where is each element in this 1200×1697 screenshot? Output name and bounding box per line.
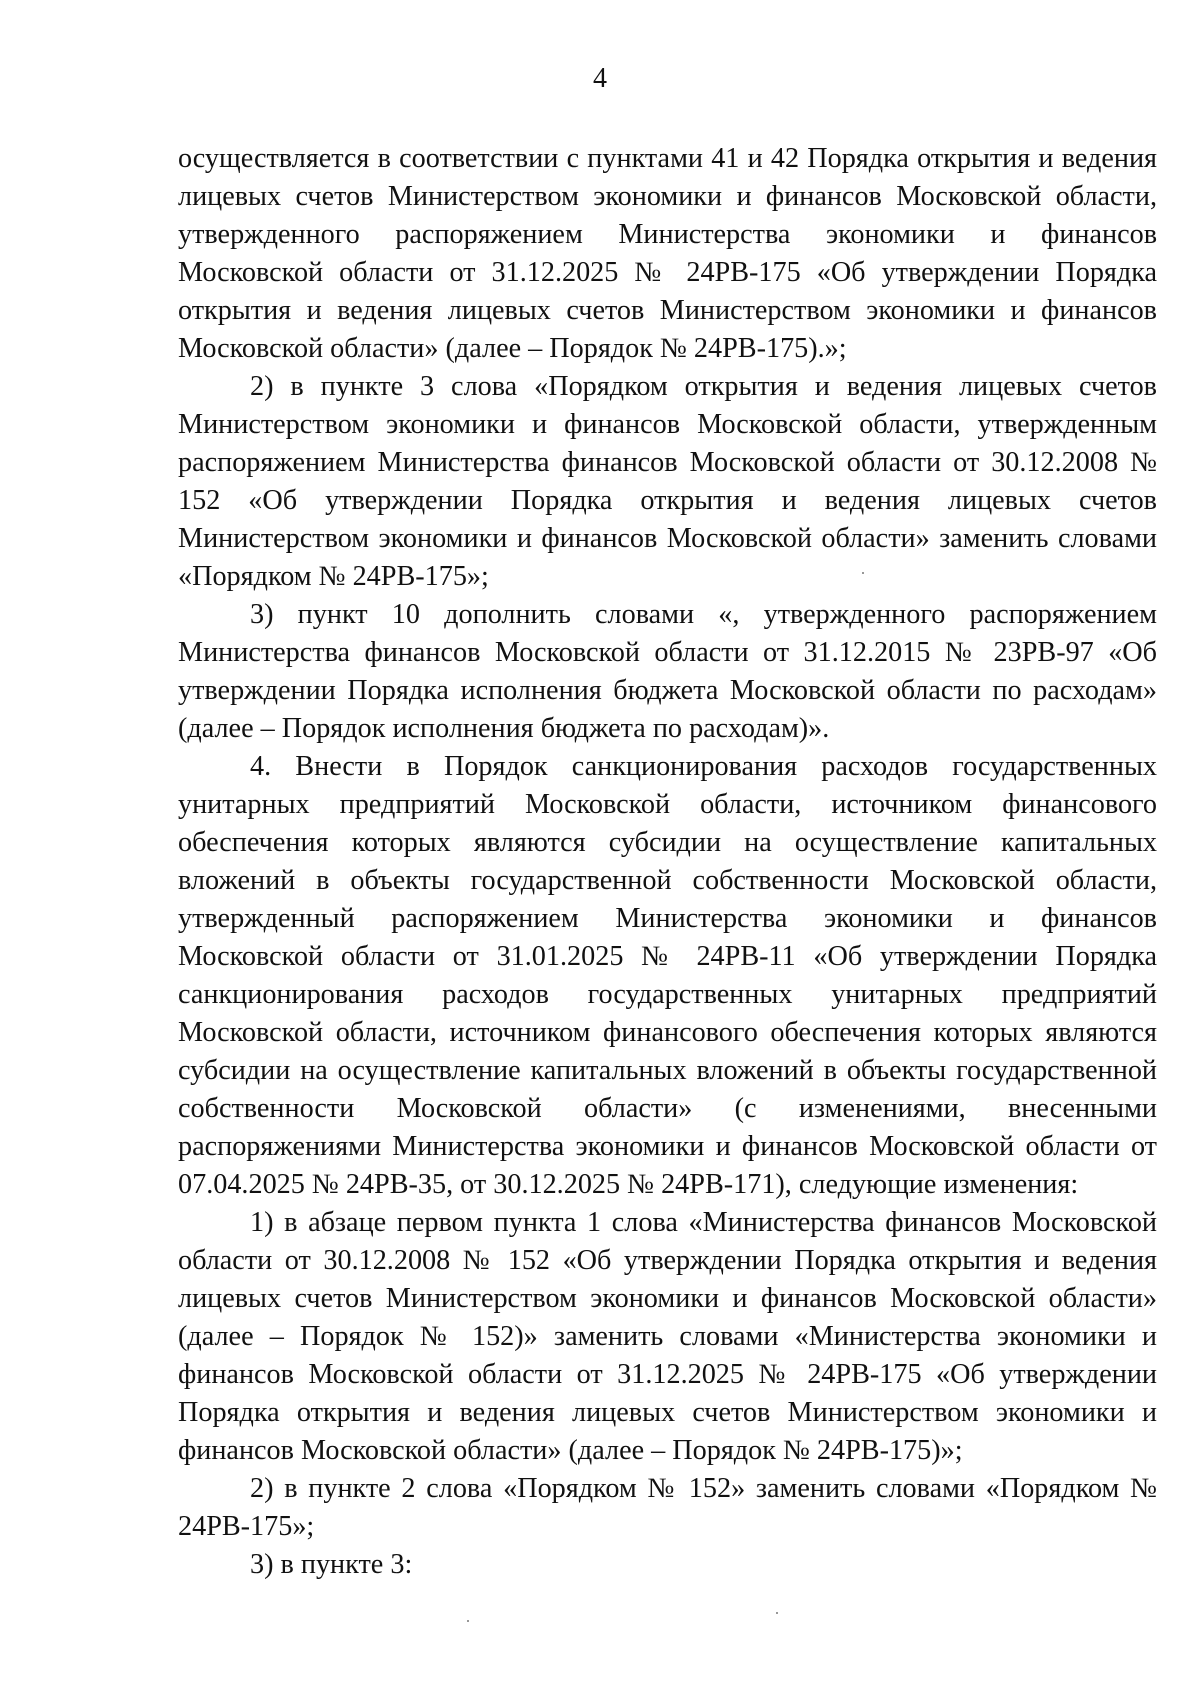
paragraph-item-3: 3) пункт 10 дополнить словами «, утвержденного распоряжением Министерства финансов Московской области от 31.12.2015 № 23РВ-97 «Об утверждении Порядка исполнения бюджета Московской области по расходам» (далее – Порядок исполнения бюджета по расходам)». xyxy=(178,599,1157,744)
document-body xyxy=(178,140,1157,1584)
scan-speck xyxy=(776,1612,778,1614)
paragraph-subitem-1: 1) в абзаце первом пункта 1 слова «Министерства финансов Московской области от 30.12.2008 № 152 «Об утверждении Порядка открытия и ведения лицевых счетов Министерством экономики и финансов Московской области» (далее – Порядок № 152)» заменить словами «Министерства экономики и финансов Московской области от 31.12.2025 № 24РВ-175 «Об утверждении Порядка открытия и ведения лицевых счетов Министерством экономики и финансов Московской области» (далее – Порядок № 24РВ-175)»; xyxy=(178,1207,1157,1466)
page-number: 4 xyxy=(593,63,607,94)
scan-speck xyxy=(467,1620,469,1622)
paragraph-subitem-3: 3) в пункте 3: xyxy=(250,1549,413,1580)
paragraph-section-4: 4. Внести в Порядок санкционирования расходов государственных унитарных предприятий Московской области, источником финансового обеспечения которых являются субсидии на осуществление капитальных вложений в объекты государственной собственности Московской области, утвержденный распоряжением Министерства экономики и финансов Московской области от 31.01.2025 № 24РВ-11 «Об утверждении Порядка санкционирования расходов государственных унитарных предприятий Московской области, источником финансового обеспечения которых являются субсидии на осуществление капитальных вложений в объекты государственной собственности Московской области» (с изменениями, внесенными распоряжениями Министерства экономики и финансов Московской области от 07.04.2025 № 24РВ-35, от 30.12.2025 № 24РВ-171), следующие изменения: xyxy=(178,751,1157,1200)
scan-speck xyxy=(862,572,864,574)
paragraph-subitem-2: 2) в пункте 2 слова «Порядком № 152» заменить словами «Порядком № 24РВ-175»; xyxy=(178,1473,1157,1542)
paragraph-item-2: 2) в пункте 3 слова «Порядком открытия и ведения лицевых счетов Министерством экономики и финансов Московской области, утвержденным распоряжением Министерства финансов Московской области от 30.12.2008 № 152 «Об утверждении Порядка открытия и ведения лицевых счетов Министерством экономики и финансов Московской области» заменить словами «Порядком № 24РВ-175»; xyxy=(178,371,1157,592)
paragraph-continuation: осуществляется в соответствии с пунктами 41 и 42 Порядка открытия и ведения лицевых счетов Министерством экономики и финансов Московской области, утвержденного распоряжением Министерства экономики и финансов Московской области от 31.12.2025 № 24РВ-175 «Об утверждении Порядка открытия и ведения лицевых счетов Министерством экономики и финансов Московской области» (далее – Порядок № 24РВ-175).»; xyxy=(178,143,1157,364)
